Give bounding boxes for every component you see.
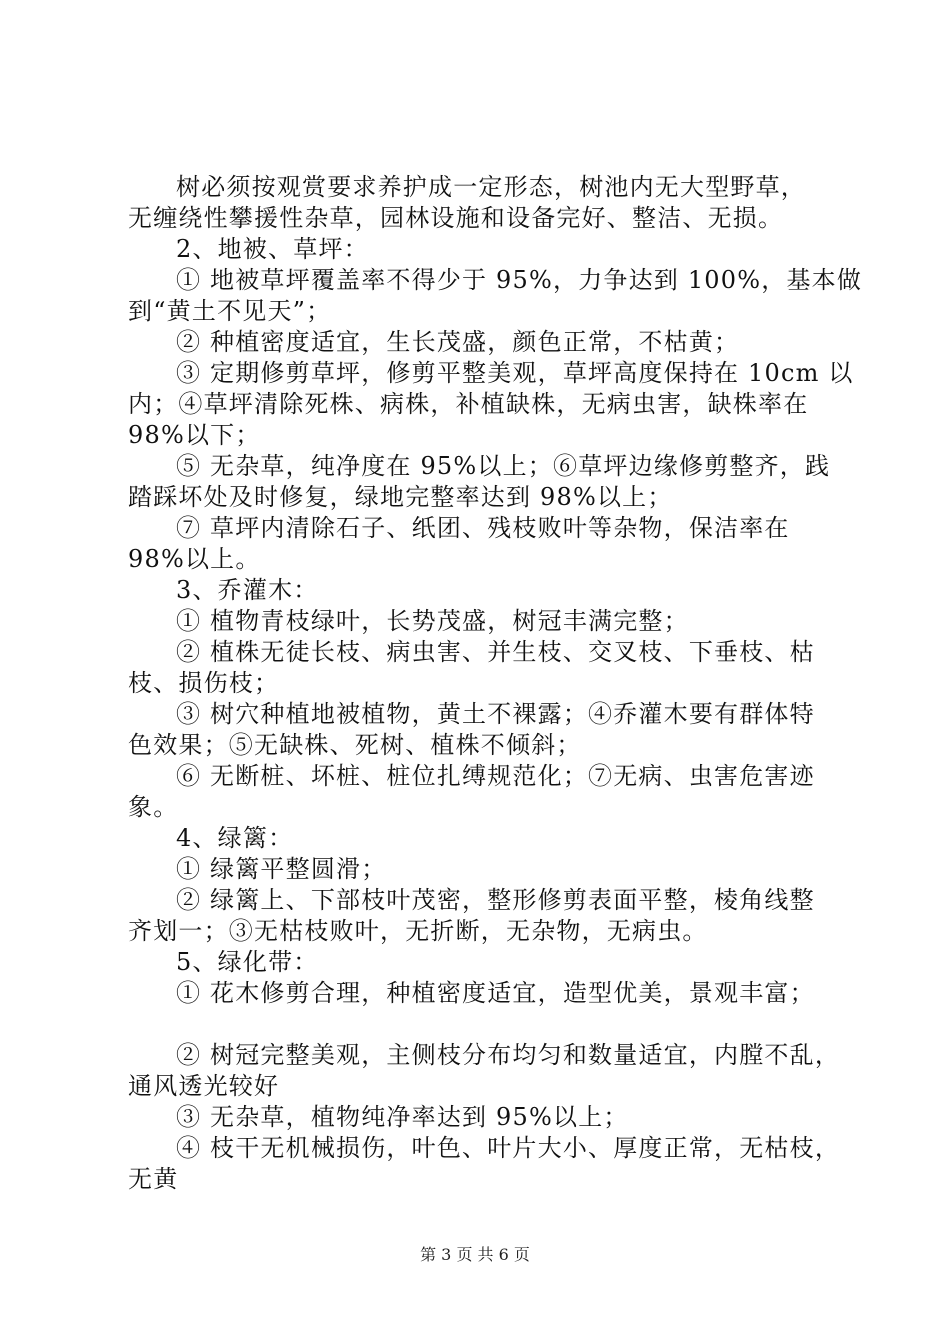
text-line: 到“黄土不见天”； (128, 297, 332, 325)
text-line: 98%以上。 (128, 545, 261, 573)
text-line: ① 植物青枝绿叶，长势茂盛，树冠丰满完整； (176, 607, 689, 635)
page-footer: 第 3 页 共 6 页 (420, 1245, 530, 1264)
text-line: 内；④草坪清除死株、病株，补植缺株，无病虫害，缺株率在 (128, 390, 809, 418)
text-line: 98%以下； (128, 421, 261, 449)
text-line: 树必须按观赏要求养护成一定形态，树池内无大型野草， (176, 173, 806, 201)
text-line: 无缠绕性攀援性杂草，园林设施和设备完好、整洁、无损。 (128, 204, 784, 232)
text-line: ⑦ 草坪内清除石子、纸团、残枝败叶等杂物，保洁率在 (176, 514, 790, 542)
text-line: ① 绿篱平整圆滑； (176, 855, 387, 883)
text-line: 齐划一；③无枯枝败叶，无折断，无杂物，无病虫。 (128, 917, 708, 945)
text-line: 通风透光较好 (128, 1072, 280, 1100)
text-line: ① 花木修剪合理，种植密度适宜，造型优美，景观丰富； (176, 979, 815, 1007)
blank-line (128, 1009, 834, 1040)
text-line: 色效果；⑤无缺株、死树、植株不倾斜； (128, 731, 582, 759)
text-line: 4、绿篱： (176, 824, 294, 852)
document-body (128, 172, 863, 1195)
text-line: 踏踩坏处及时修复，绿地完整率达到 98%以上； (128, 483, 673, 511)
text-line: ③ 树穴种植地被植物，黄土不裸露；④乔灌木要有群体特 (176, 700, 815, 728)
text-line: ④ 枝干无机械损伤，叶色、叶片大小、厚度正常，无枯枝， (176, 1134, 841, 1162)
text-line: 枝、损伤枝； (128, 669, 280, 697)
text-line: 2、地被、草坪： (176, 235, 369, 263)
text-line: ② 种植密度适宜，生长茂盛，颜色正常，不枯黄； (176, 328, 740, 356)
text-line: 象。 (128, 793, 179, 821)
text-line: ② 绿篱上、下部枝叶茂密，整形修剪表面平整，棱角线整 (176, 886, 815, 914)
text-line: ② 树冠完整美观，主侧枝分布均匀和数量适宜，内膛不乱， (176, 1041, 841, 1069)
text-line: ③ 定期修剪草坪，修剪平整美观，草坪高度保持在 10cm 以 (176, 359, 854, 387)
text-line: ⑥ 无断桩、坏桩、桩位扎缚规范化；⑦无病、虫害危害迹 (176, 762, 815, 790)
text-line: ① 地被草坪覆盖率不得少于 95%，力争达到 100%，基本做 (176, 266, 863, 294)
text-line: 无黄 (128, 1165, 179, 1193)
text-line: ⑤ 无杂草，纯净度在 95%以上；⑥草坪边缘修剪整齐，践 (176, 452, 831, 480)
text-line: ② 植株无徒长枝、病虫害、并生枝、交叉枝、下垂枝、枯 (176, 638, 815, 666)
text-line: 3、乔灌木： (176, 576, 319, 604)
text-line: ③ 无杂草，植物纯净率达到 95%以上； (176, 1103, 629, 1131)
text-line: 5、绿化带： (176, 948, 319, 976)
